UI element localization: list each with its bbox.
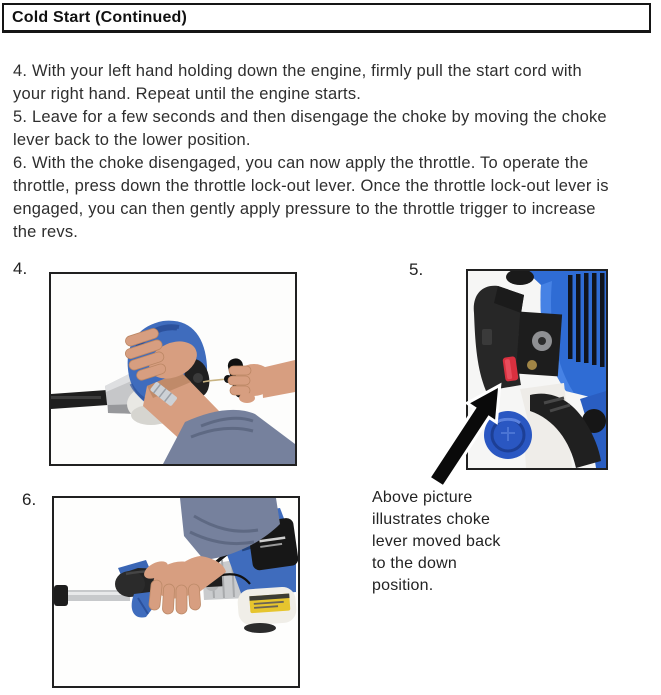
figure-5-photo [466,269,608,470]
step-5-text: 5. Leave for a few seconds and then disengage the choke by moving the choke lever back to the lower position. [13,108,607,149]
page-title: Cold Start (Continued) [12,8,188,26]
figure-4-label: 4. [13,259,28,278]
figure-4-photo [49,272,297,466]
caption-line: Above picture [372,489,473,506]
choke-caption [372,487,501,597]
caption-line: illustrates choke [372,511,491,528]
step-4-text: 4. With your left hand holding down the engine, firmly pull the start cord with your right hand. Repeat until the engine starts. [13,62,582,103]
instruction-steps [13,60,619,244]
figure-6-photo [52,496,300,688]
throttle-handle-illustration [54,498,298,686]
figure-6-label: 6. [22,490,37,509]
section-title-box [2,3,651,33]
choke-lever-illustration [468,271,606,468]
caption-line: position. [372,577,434,594]
figure-5-label: 5. [409,260,424,279]
caption-line: to the down [372,555,457,572]
caption-line: lever moved back [372,533,501,550]
step-6-text: 6. With the choke disengaged, you can now apply the throttle. To operate the throttle, press down the throttle lock-out lever. Once the throttle lock-out lever is engaged, you can then gently apply pressure to the throttle trigger to increase the revs. [13,154,609,241]
pull-start-cord-illustration [51,274,295,464]
